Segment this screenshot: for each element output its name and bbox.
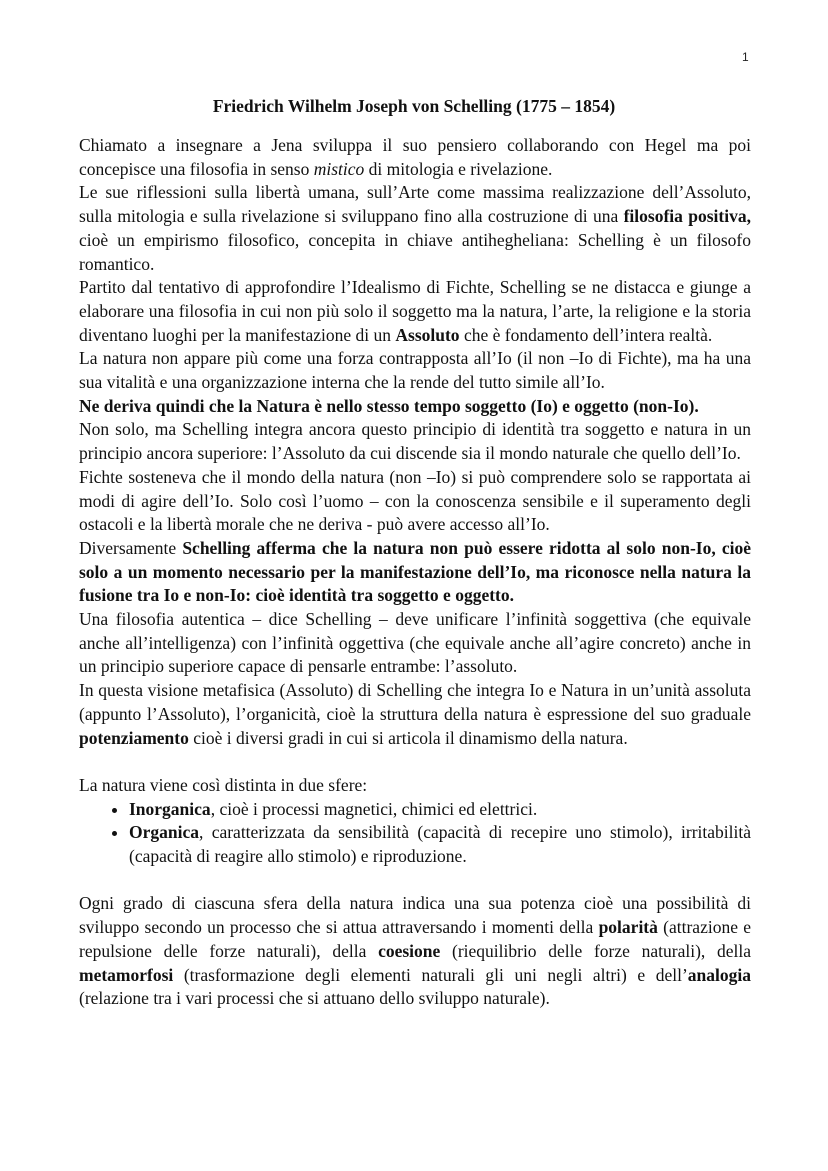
spheres-list xyxy=(79,798,751,869)
paragraph-natura-soggetto-oggetto: Ne deriva quindi che la Natura è nello stesso tempo soggetto (Io) e oggetto (non-Io). xyxy=(79,395,699,416)
paragraph-potenza: Ogni grado di ciascuna sfera della natura indica una sua potenza cioè una possibilità di sviluppo secondo un processo che si attua attraversando i momenti della polarità (attrazione e repulsione delle forze naturali), della coesione (riequilibrio delle forze naturali), della metamorfosi (trasformazione degli elementi naturali gli uni negli altri) e dell’analogia (relazione tra i vari processi che si attuano dello sviluppo naturale). xyxy=(79,893,751,1009)
paragraph-gap xyxy=(79,869,751,893)
paragraph-jena: Chiamato a insegnare a Jena sviluppa il suo pensiero collaborando con Hegel ma poi concepisce una filosofia in senso mistico di mitologia e rivelazione. xyxy=(79,135,751,179)
list-item-organica: • Organica, caratterizzata da sensibilità (capacità di recepire uno stimolo), irritabilità (capacità di reagire allo stimolo) e riproduzione. xyxy=(129,821,751,868)
bold-filosofia-positiva: filosofia positiva, xyxy=(623,206,751,227)
paragraph-assoluto: Partito dal tentativo di approfondire l’Idealismo di Fichte, Schelling se ne distacca e giunge a elaborare una filosofia in cui non più solo il soggetto ma la natura, l’arte, la religione e la storia diventano luoghi per la manifestazione di un Assoluto che è fondamento dell’intera realtà. xyxy=(79,277,751,345)
bold-metamorfosi: metamorfosi xyxy=(79,964,174,985)
paragraph-natura-io: La natura non appare più come una forza contrapposta all’Io (il non –Io di Fichte), ma ha una sua vitalità e una organizzazione interna che la rende del tutto simile all’Io. xyxy=(79,348,751,393)
list-item-inorganica: • Inorganica, cioè i processi magnetici, chimici ed elettrici. xyxy=(129,798,751,822)
emphasis-mistico: mistico xyxy=(313,158,365,179)
paragraph-filosofia-positiva: Le sue riflessioni sulla libertà umana, sull’Arte come massima realizzazione dell’Assoluto, sulla mitologia e sulla rivelazione si sviluppano fino alla costruzione di una filosofia positiva, cioè un empirismo filosofico, concepita in chiave antihegheliana: Schelling è un filosofo romantico. xyxy=(79,182,751,274)
paragraph-potenziamento: In questa visione metafisica (Assoluto) di Schelling che integra Io e Natura in un’unità assoluta (appunto l’Assoluto), l’organicità, cioè la struttura della natura è espressione del suo graduale potenziamento cioè i diversi gradi in cui si articola il dinamismo della natura. xyxy=(79,680,751,748)
paragraph-gap xyxy=(79,750,751,774)
bold-analogia: analogia xyxy=(687,964,751,985)
paragraph-due-sfere: La natura viene così distinta in due sfere: xyxy=(79,774,368,795)
paragraph-filosofia-autentica: Una filosofia autentica – dice Schelling – deve unificare l’infinità soggettiva (che equivale anche all’intelligenza) con l’infinità oggettiva (che equivale anche all’agire concreto) anche in un principio superiore capace di pensarle entrambe: l’assoluto. xyxy=(79,609,751,677)
paragraph-fichte: Fichte sosteneva che il mondo della natura (non –Io) si può comprendere solo se rapportata ai modi di agire dell’Io. Solo così l’uomo – con la conoscenza sensibile e il superamento degli ostacoli e la libertà morale che ne deriva - può avere accesso all’Io. xyxy=(79,466,751,535)
bold-schelling-afferma: Schelling afferma che la natura non può essere ridotta al solo non-Io, cioè solo a un momento necessario per la manifestazione dell’Io, ma riconosce nella natura la fusione tra Io e non-Io: cioè identità tra soggetto e oggetto. xyxy=(79,537,751,606)
document-body xyxy=(79,134,751,1011)
bold-polarita: polarità xyxy=(598,917,658,938)
bold-coesione: coesione xyxy=(378,940,441,961)
bold-potenziamento: potenziamento xyxy=(79,727,189,748)
paragraph-schelling-afferma: Diversamente Schelling afferma che la natura non può essere ridotta al solo non-Io, cioè solo a un momento necessario per la manifestazione dell’Io, ma riconosce nella natura la fusione tra Io e non-Io: cioè identità tra soggetto e oggetto. xyxy=(79,537,751,606)
page-number: 1 xyxy=(742,50,749,64)
document-title: Friedrich Wilhelm Joseph von Schelling (1775 – 1854) xyxy=(212,96,616,116)
paragraph-principio-superiore: Non solo, ma Schelling integra ancora questo principio di identità tra soggetto e natura in un principio ancora superiore: l’Assoluto da cui discende sia il mondo naturale che quello dell’Io. xyxy=(79,419,751,464)
bold-assoluto: Assoluto xyxy=(395,324,460,345)
